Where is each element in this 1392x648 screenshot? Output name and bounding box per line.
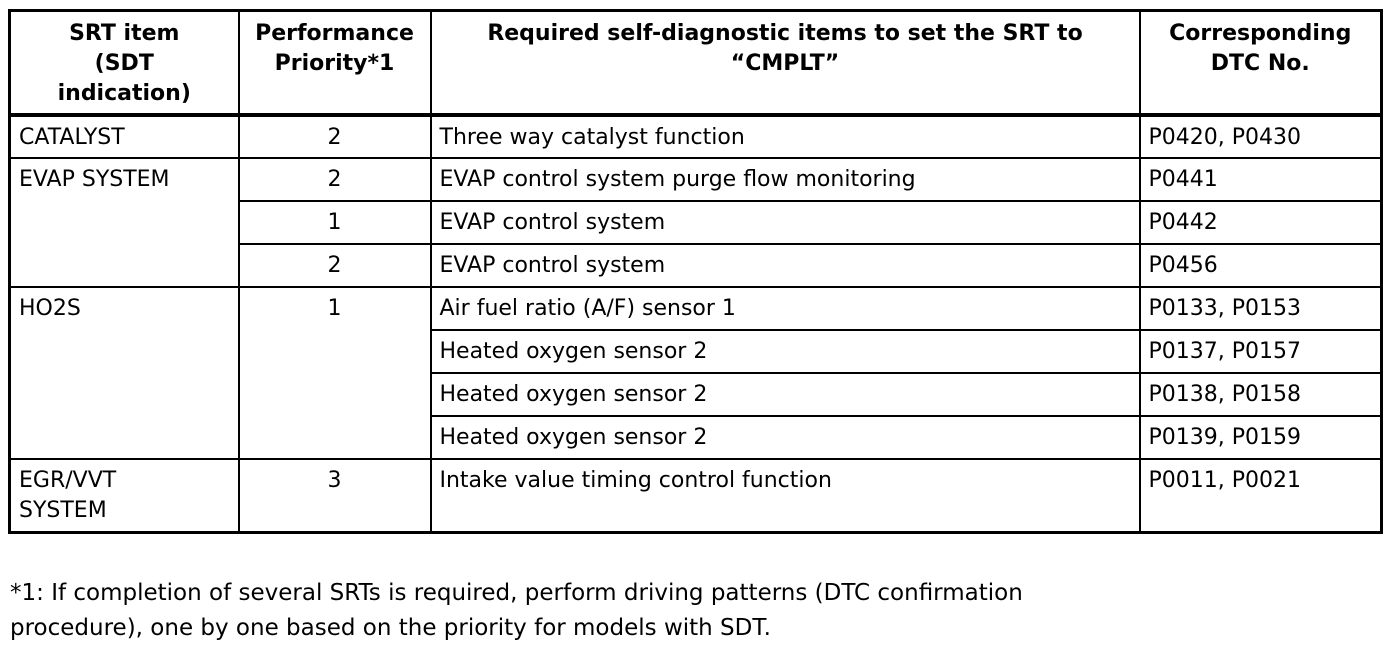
header-srt-item xyxy=(10,11,239,116)
dtc-cell: P0420, P0430 xyxy=(1140,115,1382,158)
required-item-cell: Heated oxygen sensor 2 xyxy=(431,416,1140,459)
srt-item-cell: CATALYST xyxy=(10,115,239,158)
table-row xyxy=(10,287,1382,330)
table-row xyxy=(10,158,1382,201)
priority-cell: 3 xyxy=(239,459,431,532)
dtc-cell: P0011, P0021 xyxy=(1140,459,1382,532)
footnote-line-1: *1: If completion of several SRTs is required, perform driving patterns (DTC confirmation xyxy=(10,580,1023,606)
required-item-cell: Intake value timing control function xyxy=(431,459,1140,532)
priority-cell: 2 xyxy=(239,115,431,158)
footnote-line-2: procedure), one by one based on the priority for models with SDT. xyxy=(10,615,771,641)
header-srt-item-line-3: indication) xyxy=(57,81,191,106)
header-srt-item-line-2: (SDT xyxy=(94,51,154,76)
priority-cell: 1 xyxy=(239,287,431,459)
header-priority-line-1: Performance xyxy=(255,21,414,46)
srt-item-cell xyxy=(10,459,239,532)
dtc-cell: P0442 xyxy=(1140,201,1382,244)
required-item-cell: Three way catalyst function xyxy=(431,115,1140,158)
dtc-cell: P0138, P0158 xyxy=(1140,373,1382,416)
dtc-cell: P0133, P0153 xyxy=(1140,287,1382,330)
header-row xyxy=(10,11,1382,116)
required-item-cell: Heated oxygen sensor 2 xyxy=(431,373,1140,416)
header-required-line-1: Required self-diagnostic items to set the SRT to xyxy=(487,21,1083,46)
srt-item-line-2: SYSTEM xyxy=(19,498,107,523)
header-dtc-line-1: Corresponding xyxy=(1169,21,1352,46)
priority-cell: 2 xyxy=(239,158,431,201)
header-dtc-line-2: DTC No. xyxy=(1210,51,1310,76)
priority-cell: 2 xyxy=(239,244,431,287)
dtc-cell: P0456 xyxy=(1140,244,1382,287)
priority-cell: 1 xyxy=(239,201,431,244)
header-required-line-2: “CMPLT” xyxy=(730,51,840,76)
srt-item-cell: HO2S xyxy=(10,287,239,459)
header-required-items xyxy=(431,11,1140,116)
srt-table xyxy=(8,9,1383,534)
dtc-cell: P0139, P0159 xyxy=(1140,416,1382,459)
header-priority-line-2: Priority*1 xyxy=(274,51,395,76)
required-item-cell: Air fuel ratio (A/F) sensor 1 xyxy=(431,287,1140,330)
required-item-cell: EVAP control system xyxy=(431,244,1140,287)
required-item-cell: EVAP control system xyxy=(431,201,1140,244)
table-row xyxy=(10,115,1382,158)
srt-item-cell: EVAP SYSTEM xyxy=(10,158,239,287)
dtc-cell: P0441 xyxy=(1140,158,1382,201)
dtc-cell: P0137, P0157 xyxy=(1140,330,1382,373)
table-row xyxy=(10,459,1382,532)
header-performance-priority xyxy=(239,11,431,116)
required-item-cell: EVAP control system purge flow monitoring xyxy=(431,158,1140,201)
header-srt-item-line-1: SRT item xyxy=(69,21,180,46)
srt-item-line-1: EGR/VVT xyxy=(19,468,117,493)
footnote xyxy=(10,576,1380,646)
header-dtc-no xyxy=(1140,11,1382,116)
required-item-cell: Heated oxygen sensor 2 xyxy=(431,330,1140,373)
